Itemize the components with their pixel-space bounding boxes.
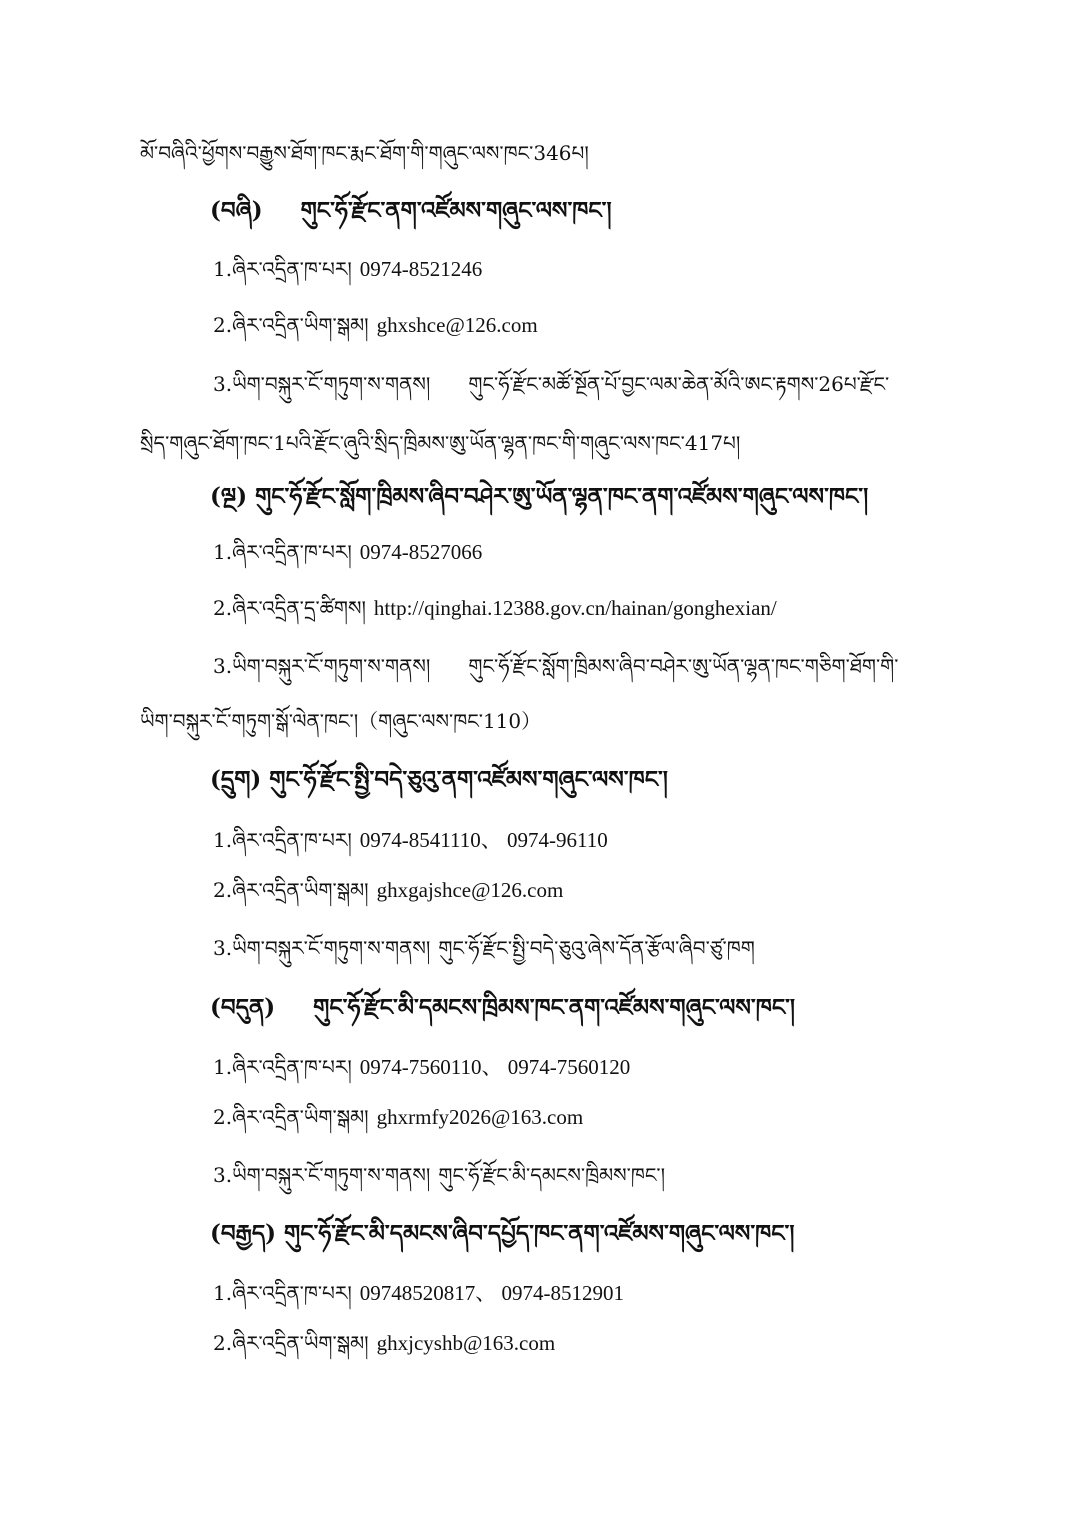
section-4-phone xyxy=(213,254,482,284)
section-number: (བཞི) xyxy=(210,197,263,224)
phone-label: 1.ཞིར་འདྲིན་ཁ་པར། xyxy=(213,1055,352,1079)
email-value: ghxgajshce@126.com xyxy=(376,878,564,902)
address-label: 3.ཡིག་བསྐུར་ངོ་གཏུག་ས་གནས། xyxy=(213,936,431,960)
section-number: (བདུན) xyxy=(210,994,276,1021)
phone-value: 0974-8521246 xyxy=(359,257,483,281)
continuation-line xyxy=(140,138,589,168)
section-5-address-continued xyxy=(140,706,541,736)
phone-label: 1.ཞིར་འདྲིན་ཁ་པར། xyxy=(213,257,352,281)
address-value: གུང་ཧོ་རྫོང་སྤྱི་བདེ་ཅུའུ་ཞེས་དོན་རྩོལ་ཞིབ་ཙུ་ཁག xyxy=(438,936,755,960)
section-6-heading xyxy=(210,765,668,795)
address-value: གུང་ཧོ་རྫོང་མཚོ་སྔོན་པོ་བྱང་ལམ་ཆེན་མོའི་ཨང་རྟགས་26པ་རྫོང་ xyxy=(468,372,890,396)
section-5-phone xyxy=(213,537,482,567)
address-value-continued: ཡིག་བསྐུར་ངོ་གཏུག་སྒོ་ལེན་ཁང་།（གཞུང་ལས་ཁང་110） xyxy=(140,709,542,733)
phone-value: 09748520817、 0974-8512901 xyxy=(359,1281,625,1305)
section-6-address xyxy=(213,933,755,963)
section-number: (བརྒྱད) xyxy=(210,1220,277,1247)
address-value: གུང་ཧོ་རྫོང་མི་དམངས་ཁྲིམས་ཁང་། xyxy=(438,1163,666,1187)
phone-label: 1.ཞིར་འདྲིན་ཁ་པར། xyxy=(213,1281,352,1305)
section-4-address xyxy=(213,369,889,399)
email-value: ghxrmfy2026@163.com xyxy=(376,1105,584,1129)
section-4-heading xyxy=(210,196,612,226)
section-title: གུང་ཧོ་རྫོང་མི་དམངས་ཁྲིམས་ཁང་ནག་འཛོམས་གཞུང་ལས་ཁང་། xyxy=(313,994,796,1021)
section-title: གུང་ཧོ་རྫོང་སྤྱི་བདེ་ཅུའུ་ནག་འཛོམས་གཞུང་ལས་ཁང་། xyxy=(269,766,668,793)
section-6-email xyxy=(213,875,563,905)
section-number: (དྲུག) xyxy=(210,766,262,793)
address-value: གུང་ཧོ་རྫོང་སློག་ཁྲིམས་ཞིབ་བཤེར་ཨུ་ཡོན་ལྷན་ཁང་གཅིག་ཐོག་གི་ xyxy=(468,654,899,678)
website-label: 2.ཞིར་འདྲིན་དྲ་ཚིགས། xyxy=(213,596,366,620)
phone-label: 1.ཞིར་འདྲིན་ཁ་པར། xyxy=(213,828,352,852)
section-7-heading xyxy=(210,993,795,1023)
section-5-website xyxy=(213,593,777,623)
section-number: (ལྔ) xyxy=(210,483,248,510)
phone-value: 0974-8527066 xyxy=(359,540,483,564)
address-value-continued: སྲིད་གཞུང་ཐོག་ཁང་1པའི་རྫོང་ཞུའི་སྲིད་ཁྲིམས་ཨུ་ཡོན་ལྷན་ཁང་གི་གཞུང་ལས་ཁང་417པ། xyxy=(140,431,741,455)
website-link[interactable]: http://qinghai.12388.gov.cn/hainan/gonghexian/ xyxy=(373,596,777,620)
section-8-email xyxy=(213,1328,555,1358)
address-label: 3.ཡིག་བསྐུར་ངོ་གཏུག་ས་གནས། xyxy=(213,654,431,678)
section-title: གུང་ཧོ་རྫོང་སློག་ཁྲིམས་ཞིབ་བཤེར་ཨུ་ཡོན་ལྷན་ཁང་ནག་འཛོམས་གཞུང་ལས་ཁང་། xyxy=(255,483,869,510)
phone-value: 0974-7560110、 0974-7560120 xyxy=(359,1055,631,1079)
email-value: ghxshce@126.com xyxy=(376,313,538,337)
section-6-phone xyxy=(213,825,608,855)
section-8-heading xyxy=(210,1219,794,1249)
address-label: 3.ཡིག་བསྐུར་ངོ་གཏུག་ས་གནས། xyxy=(213,372,431,396)
address-continuation: མོ་བཞིའི་ཕྱོགས་བརྒྱུས་ཐོག་ཁང་རྨང་ཐོག་གི་གཞུང་ལས་ཁང་346པ། xyxy=(140,141,589,165)
email-value: ghxjcyshb@163.com xyxy=(376,1331,556,1355)
phone-value: 0974-8541110、 0974-96110 xyxy=(359,828,608,852)
section-7-email xyxy=(213,1102,583,1132)
section-4-address-continued xyxy=(140,428,740,458)
section-7-address xyxy=(213,1160,665,1190)
email-label: 2.ཞིར་འདྲིན་ཡིག་སྒམ། xyxy=(213,1331,369,1355)
section-title: གུང་ཧོ་རྫོང་མི་དམངས་ཞིབ་དཔྱོད་ཁང་ནག་འཛོམས་གཞུང་ལས་ཁང་། xyxy=(284,1220,795,1247)
section-5-address xyxy=(213,651,898,681)
email-label: 2.ཞིར་འདྲིན་ཡིག་སྒམ། xyxy=(213,313,369,337)
phone-label: 1.ཞིར་འདྲིན་ཁ་པར། xyxy=(213,540,352,564)
email-label: 2.ཞིར་འདྲིན་ཡིག་སྒམ། xyxy=(213,878,369,902)
email-label: 2.ཞིར་འདྲིན་ཡིག་སྒམ། xyxy=(213,1105,369,1129)
section-5-heading xyxy=(210,482,868,512)
address-label: 3.ཡིག་བསྐུར་ངོ་གཏུག་ས་གནས། xyxy=(213,1163,431,1187)
section-7-phone xyxy=(213,1052,630,1082)
section-title: གུང་ཧོ་རྫོང་ནག་འཛོམས་གཞུང་ལས་ཁང་། xyxy=(300,197,612,224)
section-8-phone xyxy=(213,1278,624,1308)
section-4-email xyxy=(213,310,538,340)
